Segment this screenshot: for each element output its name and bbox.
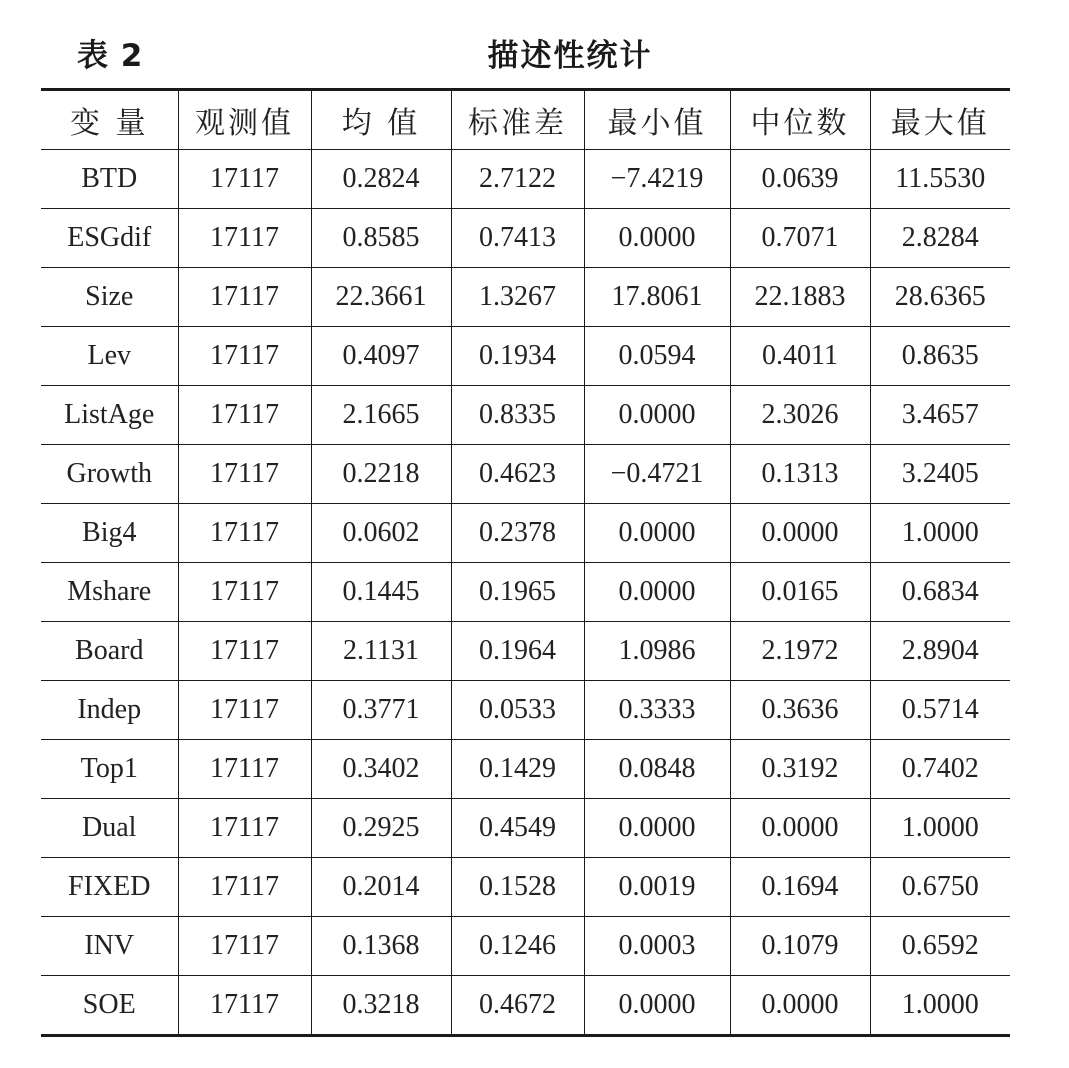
cell-median: 0.1694	[730, 858, 870, 917]
table-row	[41, 799, 1010, 858]
table-row	[41, 327, 1010, 386]
cell-variable: INV	[41, 917, 178, 976]
cell-median: 0.0000	[730, 799, 870, 858]
table-row	[41, 386, 1010, 445]
cell-mean: 22.3661	[311, 268, 451, 327]
cell-max: 0.6592	[870, 917, 1010, 976]
cell-mean: 0.4097	[311, 327, 451, 386]
cell-median: 0.4011	[730, 327, 870, 386]
table-row	[41, 740, 1010, 799]
cell-std-dev: 0.1528	[451, 858, 584, 917]
header-min: 最小值	[584, 90, 730, 150]
cell-min: 0.0000	[584, 386, 730, 445]
table-row	[41, 445, 1010, 504]
cell-mean: 0.3402	[311, 740, 451, 799]
cell-mean: 2.1665	[311, 386, 451, 445]
header-std-dev: 标准差	[451, 90, 584, 150]
cell-observations: 17117	[178, 327, 311, 386]
cell-variable: Lev	[41, 327, 178, 386]
table-row	[41, 976, 1010, 1036]
cell-observations: 17117	[178, 386, 311, 445]
cell-observations: 17117	[178, 622, 311, 681]
cell-mean: 0.1445	[311, 563, 451, 622]
header-row	[41, 90, 1010, 150]
cell-min: 0.0000	[584, 799, 730, 858]
cell-min: 0.0000	[584, 504, 730, 563]
cell-mean: 0.8585	[311, 209, 451, 268]
cell-variable: ListAge	[41, 386, 178, 445]
cell-min: 0.0000	[584, 209, 730, 268]
cell-std-dev: 0.4549	[451, 799, 584, 858]
table-row	[41, 268, 1010, 327]
cell-observations: 17117	[178, 563, 311, 622]
cell-variable: BTD	[41, 150, 178, 209]
cell-observations: 17117	[178, 681, 311, 740]
table-title: 描述性统计	[487, 38, 653, 74]
cell-variable: Top1	[41, 740, 178, 799]
table-row	[41, 858, 1010, 917]
cell-variable: Growth	[41, 445, 178, 504]
cell-observations: 17117	[178, 917, 311, 976]
table-body	[41, 150, 1010, 1036]
cell-max: 0.7402	[870, 740, 1010, 799]
cell-min: 0.0848	[584, 740, 730, 799]
header-max: 最大值	[870, 90, 1010, 150]
cell-median: 0.3192	[730, 740, 870, 799]
cell-max: 3.4657	[870, 386, 1010, 445]
cell-observations: 17117	[178, 858, 311, 917]
cell-median: 0.1079	[730, 917, 870, 976]
cell-observations: 17117	[178, 268, 311, 327]
table-row	[41, 681, 1010, 740]
header-median: 中位数	[730, 90, 870, 150]
cell-std-dev: 0.1246	[451, 917, 584, 976]
table-label: 表 2	[77, 38, 144, 74]
table-row	[41, 504, 1010, 563]
cell-variable: FIXED	[41, 858, 178, 917]
cell-std-dev: 0.1964	[451, 622, 584, 681]
cell-observations: 17117	[178, 740, 311, 799]
cell-median: 0.0000	[730, 976, 870, 1036]
cell-variable: ESGdif	[41, 209, 178, 268]
cell-variable: SOE	[41, 976, 178, 1036]
cell-std-dev: 0.1965	[451, 563, 584, 622]
cell-std-dev: 0.4672	[451, 976, 584, 1036]
cell-std-dev: 0.7413	[451, 209, 584, 268]
cell-median: 0.0165	[730, 563, 870, 622]
cell-min: 0.0000	[584, 563, 730, 622]
cell-variable: Mshare	[41, 563, 178, 622]
cell-observations: 17117	[178, 976, 311, 1036]
cell-mean: 0.1368	[311, 917, 451, 976]
cell-observations: 17117	[178, 445, 311, 504]
table-row	[41, 563, 1010, 622]
cell-min: 0.0000	[584, 976, 730, 1036]
cell-observations: 17117	[178, 209, 311, 268]
cell-observations: 17117	[178, 504, 311, 563]
cell-median: 0.7071	[730, 209, 870, 268]
cell-std-dev: 0.4623	[451, 445, 584, 504]
cell-min: 17.8061	[584, 268, 730, 327]
table-row	[41, 917, 1010, 976]
cell-max: 11.5530	[870, 150, 1010, 209]
cell-max: 2.8284	[870, 209, 1010, 268]
header-variable: 变 量	[41, 90, 178, 150]
cell-median: 0.0000	[730, 504, 870, 563]
cell-min: 0.3333	[584, 681, 730, 740]
header-observations: 观测值	[178, 90, 311, 150]
cell-variable: Dual	[41, 799, 178, 858]
cell-variable: Big4	[41, 504, 178, 563]
cell-max: 1.0000	[901, 989, 979, 1020]
table-row	[41, 150, 1010, 209]
cell-min: 0.0594	[584, 327, 730, 386]
cell-mean: 0.2925	[311, 799, 451, 858]
cell-max: 0.8635	[870, 327, 1010, 386]
cell-std-dev: 0.1429	[451, 740, 584, 799]
cell-std-dev: 1.3267	[451, 268, 584, 327]
cell-max: 1.0000	[870, 504, 1010, 563]
cell-max: 0.6834	[870, 563, 1010, 622]
cell-min: 1.0986	[584, 622, 730, 681]
table-row	[41, 622, 1010, 681]
cell-std-dev: 0.2378	[451, 504, 584, 563]
cell-std-dev: 0.0533	[451, 681, 584, 740]
cell-min: −7.4219	[584, 150, 730, 209]
cell-min: 0.0019	[584, 858, 730, 917]
cell-mean: 0.3771	[311, 681, 451, 740]
cell-std-dev: 2.7122	[451, 150, 584, 209]
descriptive-statistics-table	[41, 88, 1010, 1037]
cell-mean: 0.2824	[311, 150, 451, 209]
cell-variable: Indep	[41, 681, 178, 740]
cell-mean: 0.0602	[311, 504, 451, 563]
cell-variable: Board	[41, 622, 178, 681]
cell-median: 2.3026	[730, 386, 870, 445]
cell-mean: 2.1131	[311, 622, 451, 681]
cell-min: −0.4721	[584, 445, 730, 504]
header-mean: 均 值	[311, 90, 451, 150]
cell-std-dev: 0.1934	[451, 327, 584, 386]
cell-median: 22.1883	[730, 268, 870, 327]
cell-observations: 17117	[178, 799, 311, 858]
cell-max: 28.6365	[870, 268, 1010, 327]
cell-max: 1.0000	[870, 799, 1010, 858]
cell-median: 0.1313	[730, 445, 870, 504]
cell-mean: 0.2014	[311, 858, 451, 917]
cell-median: 0.0639	[730, 150, 870, 209]
cell-mean: 0.2218	[311, 445, 451, 504]
cell-observations: 17117	[178, 150, 311, 209]
cell-mean: 0.3218	[311, 976, 451, 1036]
cell-max: 0.6750	[870, 858, 1010, 917]
cell-max: 3.2405	[870, 445, 1010, 504]
table-row	[41, 209, 1010, 268]
cell-min: 0.0003	[584, 917, 730, 976]
cell-max: 0.5714	[870, 681, 1010, 740]
cell-median: 2.1972	[730, 622, 870, 681]
cell-variable: Size	[41, 268, 178, 327]
cell-max: 2.8904	[870, 622, 1010, 681]
cell-std-dev: 0.8335	[451, 386, 584, 445]
cell-median: 0.3636	[730, 681, 870, 740]
